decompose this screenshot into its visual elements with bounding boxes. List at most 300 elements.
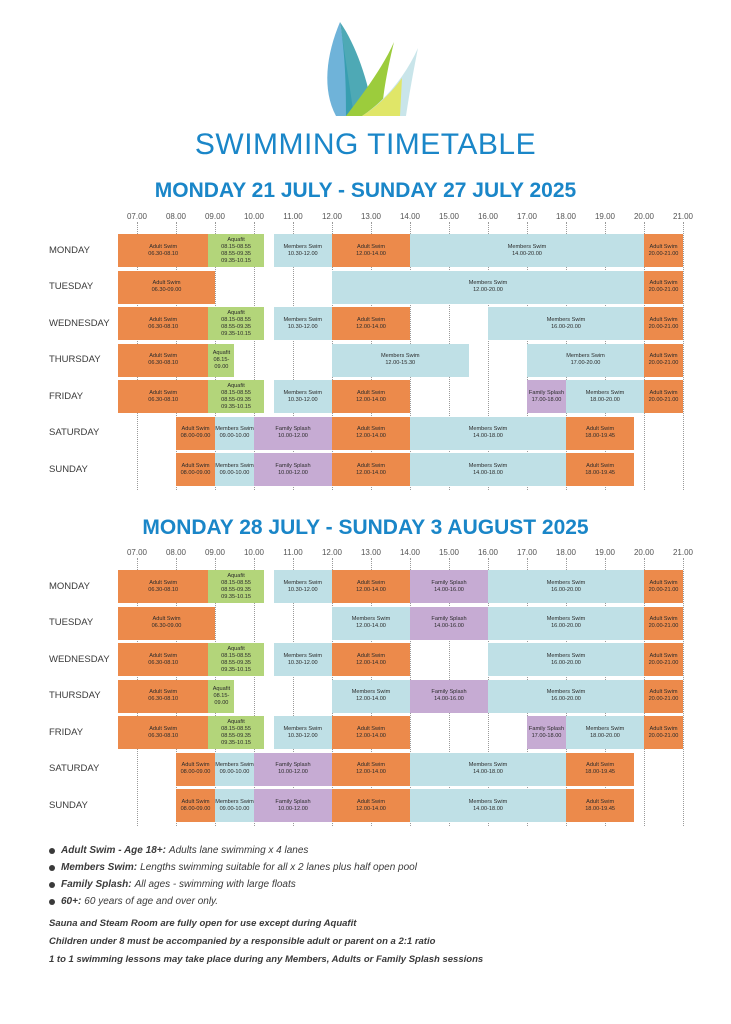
session-label: Adult Swim — [649, 689, 678, 695]
session-block — [332, 753, 410, 786]
session-block — [215, 453, 254, 486]
session-label: Members Swim — [283, 316, 323, 323]
time-tick: 10.00 — [243, 548, 265, 557]
session-time: 18.00-19.45 — [585, 769, 616, 775]
session-block — [410, 607, 488, 640]
session-block — [118, 271, 215, 304]
session-label: Adult Swim — [149, 316, 178, 323]
session-label: Adult Swim — [357, 798, 385, 805]
session-time: 20.00-21.00 — [648, 287, 679, 293]
session-block — [274, 643, 333, 676]
session-label: Adult Swim — [649, 389, 678, 396]
session-time: 09.00 — [214, 363, 229, 370]
session-block — [527, 344, 644, 377]
session-label: Adult Swim — [149, 689, 178, 695]
session-label: Aquafit — [227, 236, 245, 243]
time-tick: 15.00 — [438, 548, 460, 557]
session-label: Members Swim — [566, 353, 605, 359]
session-time: 12.00-14.00 — [356, 250, 386, 257]
session-time: 09.35-10.15 — [221, 739, 251, 746]
time-tick: 16.00 — [477, 212, 499, 221]
session-block — [208, 716, 263, 749]
session-label: Members Swim — [468, 762, 508, 768]
session-time: 08.15- — [213, 356, 230, 363]
week-heading: MONDAY 28 JULY - SUNDAY 3 AUGUST 2025 — [142, 516, 589, 539]
session-time: 12.00-20.00 — [473, 287, 503, 293]
session-time: 12.00-14.00 — [356, 323, 386, 330]
session-label: Members Swim — [546, 616, 586, 622]
session-label: Adult Swim — [357, 462, 385, 469]
session-label: Members Swim — [585, 725, 625, 732]
session-block — [176, 453, 215, 486]
day-label: WEDNESDAY — [49, 653, 110, 665]
session-time: 09.00-10.00 — [219, 769, 250, 775]
week-heading: MONDAY 21 JULY - SUNDAY 27 JULY 2025 — [154, 179, 577, 202]
session-label: Adult Swim — [152, 616, 181, 622]
session-block — [644, 570, 683, 603]
session-time: 14.00-16.00 — [434, 696, 464, 702]
session-label: Members Swim — [468, 426, 508, 432]
session-block — [118, 344, 208, 377]
day-label: TUESDAY — [49, 281, 94, 292]
session-label: Adult Swim — [181, 426, 210, 432]
session-label: Adult Swim — [149, 725, 178, 732]
session-label: Members Swim — [585, 389, 625, 396]
session-time: 08.00-09.00 — [180, 433, 211, 439]
session-block — [274, 307, 333, 340]
session-label: Adult Swim — [152, 280, 181, 286]
session-time: 12.00-14.00 — [356, 586, 386, 593]
session-label: Members Swim — [283, 243, 323, 250]
session-block — [332, 643, 410, 676]
session-block — [332, 607, 410, 640]
session-label: Members Swim — [283, 389, 323, 396]
session-label: Members Swim — [283, 652, 323, 659]
session-block — [488, 643, 644, 676]
session-time: 17.00-18.00 — [531, 396, 562, 403]
legend-item-members — [49, 859, 417, 876]
session-time: 10.30-12.00 — [287, 396, 318, 403]
session-time: 20.00-21.00 — [648, 250, 679, 257]
session-label: Members Swim — [546, 579, 586, 586]
legend-item-60plus — [49, 893, 417, 910]
session-label: Adult Swim — [649, 652, 678, 659]
session-time: 08.55-09.35 — [221, 732, 251, 739]
session-label: Adult Swim — [357, 426, 385, 432]
session-time: 06.30-08.10 — [148, 396, 179, 403]
session-label: Adult Swim — [649, 725, 678, 732]
time-tick: 08.00 — [165, 548, 187, 557]
session-block — [215, 753, 254, 786]
session-time: 12.00-15.30 — [385, 360, 416, 366]
session-label: Adult Swim — [181, 798, 210, 805]
session-label: Members Swim — [468, 798, 508, 805]
session-label: Adult Swim — [181, 762, 210, 768]
time-tick: 14.00 — [399, 548, 421, 557]
legend-item-adult — [49, 842, 417, 859]
session-label: Aquafit — [212, 349, 231, 356]
session-time: 20.00-21.00 — [648, 623, 679, 629]
session-block — [274, 716, 333, 749]
session-time: 17.00-18.00 — [531, 732, 562, 739]
session-time: 08.00-09.00 — [180, 469, 211, 476]
session-label: Family Splash — [528, 389, 565, 396]
session-label: Adult Swim — [181, 462, 210, 469]
bullet-icon — [49, 882, 55, 888]
time-tick: 14.00 — [399, 212, 421, 221]
session-block — [410, 789, 566, 822]
time-tick: 10.00 — [243, 212, 265, 221]
session-time: 09.00-10.00 — [219, 805, 250, 812]
session-time: 06.30-08.10 — [148, 659, 179, 666]
session-time: 10.30-12.00 — [287, 323, 318, 330]
time-tick: 18.00 — [555, 548, 577, 557]
legend-term: Family Splash: — [61, 879, 132, 890]
day-label: THURSDAY — [49, 354, 101, 365]
session-label: Adult Swim — [357, 652, 385, 659]
session-time: 18.00-20.00 — [590, 732, 620, 739]
session-time: 16.00-20.00 — [551, 323, 581, 330]
session-time: 10.30-12.00 — [287, 659, 318, 666]
session-time: 12.00-14.00 — [356, 659, 386, 666]
session-block — [332, 570, 410, 603]
session-time: 06.30-09.00 — [151, 287, 182, 293]
session-label: Members Swim — [215, 798, 254, 805]
session-block — [118, 607, 215, 640]
session-block — [254, 453, 332, 486]
day-label: TUESDAY — [49, 617, 94, 628]
session-label: Family Splash — [528, 725, 565, 732]
session-label: Aquafit — [227, 645, 245, 652]
session-time: 08.00-09.00 — [180, 769, 211, 775]
session-time: 14.00-16.00 — [434, 623, 464, 629]
session-block — [208, 307, 263, 340]
session-time: 18.00-20.00 — [590, 396, 620, 403]
session-time: 10.30-12.00 — [287, 586, 318, 593]
day-label: FRIDAY — [49, 726, 84, 738]
session-label: Adult Swim — [357, 243, 385, 250]
session-time: 09.35-10.15 — [221, 403, 251, 410]
session-time: 20.00-21.00 — [648, 396, 679, 403]
session-label: Members Swim — [468, 462, 508, 469]
session-time: 08.55-09.35 — [221, 586, 251, 593]
session-time: 20.00-21.00 — [648, 323, 679, 330]
session-time: 16.00-20.00 — [551, 659, 581, 666]
notes — [49, 914, 483, 968]
time-tick: 20.00 — [633, 548, 655, 557]
day-label: MONDAY — [49, 580, 90, 592]
session-block — [118, 716, 208, 749]
session-block — [566, 380, 644, 413]
time-tick: 17.00 — [516, 548, 538, 557]
session-label: Members Swim — [546, 689, 586, 695]
session-time: 08.15-08.55 — [221, 389, 251, 396]
session-time: 06.30-09.00 — [151, 623, 182, 629]
session-block — [410, 453, 566, 486]
legend-desc: 60 years of age and over only. — [84, 896, 219, 907]
session-label: Members Swim — [283, 579, 323, 586]
session-label: Adult Swim — [649, 616, 678, 622]
sail-logo-icon — [316, 20, 420, 124]
session-label: Adult Swim — [649, 243, 678, 250]
session-block — [644, 716, 683, 749]
legend-desc: Lengths swimming suitable for all x 2 lanes plus half open pool — [140, 862, 417, 873]
session-label: Adult Swim — [357, 316, 385, 323]
session-block — [644, 643, 683, 676]
session-time: 12.00-14.00 — [356, 696, 386, 702]
session-block — [118, 643, 208, 676]
session-time: 18.00-19.45 — [585, 805, 616, 812]
time-tick: 21.00 — [672, 212, 694, 221]
session-block — [208, 380, 263, 413]
session-block — [254, 789, 332, 822]
session-time: 08.15-08.55 — [221, 316, 251, 323]
time-tick: 09.00 — [204, 548, 226, 557]
session-label: Adult Swim — [649, 579, 678, 586]
session-label: Adult Swim — [649, 280, 678, 286]
session-time: 10.00-12.00 — [278, 769, 308, 775]
session-block — [644, 380, 683, 413]
session-block — [332, 680, 410, 713]
session-label: Members Swim — [507, 243, 547, 250]
session-label: Family Splash — [431, 579, 467, 586]
legend — [49, 842, 417, 910]
session-block — [274, 234, 333, 267]
page-title: SWIMMING TIMETABLE — [194, 128, 537, 161]
session-label: Members Swim — [380, 353, 420, 359]
session-block — [332, 271, 644, 304]
session-time: 06.30-08.10 — [148, 360, 179, 366]
session-block — [332, 417, 410, 450]
session-block — [488, 570, 644, 603]
time-tick: 19.00 — [594, 212, 616, 221]
session-block — [176, 753, 215, 786]
session-label: Members Swim — [351, 616, 391, 622]
session-label: Adult Swim — [149, 243, 178, 250]
session-time: 20.00-21.00 — [648, 732, 679, 739]
session-time: 14.00-18.00 — [473, 805, 503, 812]
session-label: Adult Swim — [149, 389, 178, 396]
day-label: FRIDAY — [49, 390, 84, 402]
session-time: 09.00-10.00 — [219, 469, 250, 476]
note-lessons: 1 to 1 swimming lessons may take place during any Members, Adults or Family Splash sessions — [49, 953, 484, 965]
session-time: 14.00-16.00 — [434, 586, 464, 593]
session-label: Aquafit — [227, 718, 245, 725]
legend-term: Adult Swim - Age 18+: — [61, 845, 166, 856]
session-label: Aquafit — [227, 572, 245, 579]
session-block — [332, 307, 410, 340]
session-time: 18.00-19.45 — [585, 433, 616, 439]
session-block — [644, 271, 683, 304]
time-tick: 11.00 — [283, 548, 303, 557]
session-time: 14.00-20.00 — [512, 250, 542, 257]
session-block — [208, 643, 263, 676]
session-label: Family Splash — [275, 798, 311, 805]
session-time: 12.00-14.00 — [356, 469, 386, 476]
session-time: 08.55-09.35 — [221, 396, 251, 403]
session-label: Members Swim — [215, 762, 254, 768]
session-block — [215, 417, 254, 450]
legend-term: 60+: — [61, 896, 82, 907]
session-block — [118, 680, 208, 713]
day-label: WEDNESDAY — [49, 317, 110, 329]
session-time: 14.00-18.00 — [473, 769, 503, 775]
session-block — [208, 680, 234, 713]
session-block — [644, 307, 683, 340]
day-label: SUNDAY — [49, 463, 88, 475]
session-time: 20.00-21.00 — [648, 360, 679, 366]
session-time: 20.00-21.00 — [648, 696, 679, 702]
session-time: 18.00-19.45 — [585, 469, 616, 476]
time-tick: 17.00 — [516, 212, 538, 221]
session-block — [644, 234, 683, 267]
session-label: Adult Swim — [149, 579, 178, 586]
session-block — [176, 789, 215, 822]
session-label: Family Splash — [431, 689, 467, 695]
session-time: 09.35-10.15 — [221, 257, 251, 264]
session-time: 12.00-14.00 — [356, 433, 386, 439]
session-block — [254, 417, 332, 450]
session-label: Adult Swim — [357, 725, 385, 732]
session-time: 09.35-10.15 — [221, 666, 251, 673]
session-block — [527, 380, 566, 413]
legend-desc: All ages - swimming with large floats — [134, 879, 296, 890]
session-block — [254, 753, 332, 786]
session-label: Aquafit — [227, 382, 245, 389]
session-time: 08.15-08.55 — [221, 652, 251, 659]
session-block — [118, 234, 208, 267]
session-label: Adult Swim — [149, 353, 178, 359]
session-label: Adult Swim — [357, 762, 385, 768]
time-tick: 21.00 — [672, 548, 694, 557]
session-block — [332, 716, 410, 749]
session-block — [488, 607, 644, 640]
bullet-icon — [49, 899, 55, 905]
bullet-icon — [49, 865, 55, 871]
session-time: 08.15-08.55 — [221, 579, 251, 586]
session-time: 20.00-21.00 — [648, 586, 679, 593]
session-label: Adult Swim — [649, 316, 678, 323]
session-time: 06.30-08.10 — [148, 323, 179, 330]
legend-item-family — [49, 876, 417, 893]
session-block — [488, 307, 644, 340]
session-label: Members Swim — [215, 462, 254, 469]
time-tick: 13.00 — [360, 212, 382, 221]
session-block — [644, 344, 683, 377]
time-tick: 13.00 — [360, 548, 382, 557]
session-time: 17.00-20.00 — [570, 360, 601, 366]
session-block — [208, 234, 263, 267]
session-time: 10.00-12.00 — [278, 433, 308, 439]
session-time: 08.55-09.35 — [221, 250, 251, 257]
time-tick: 19.00 — [594, 548, 616, 557]
session-time: 08.15-08.55 — [221, 243, 251, 250]
session-label: Members Swim — [283, 725, 323, 732]
session-time: 08.15- — [213, 692, 230, 699]
session-block — [566, 789, 634, 822]
time-tick: 11.00 — [283, 212, 303, 221]
session-time: 14.00-18.00 — [473, 469, 503, 476]
session-time: 14.00-18.00 — [473, 433, 503, 439]
session-block — [410, 753, 566, 786]
session-block — [566, 753, 634, 786]
session-block — [410, 570, 488, 603]
session-label: Adult Swim — [149, 652, 178, 659]
session-time: 06.30-08.10 — [148, 732, 179, 739]
session-label: Adult Swim — [586, 462, 615, 469]
session-block — [332, 453, 410, 486]
session-block — [644, 607, 683, 640]
session-label: Family Splash — [431, 616, 467, 622]
session-time: 08.55-09.35 — [221, 323, 251, 330]
session-block — [410, 680, 488, 713]
session-label: Adult Swim — [586, 762, 615, 768]
time-tick: 18.00 — [555, 212, 577, 221]
session-label: Members Swim — [468, 280, 508, 286]
session-label: Family Splash — [275, 462, 311, 469]
time-tick: 07.00 — [126, 212, 148, 221]
time-tick: 09.00 — [204, 212, 226, 221]
session-time: 08.00-09.00 — [180, 805, 211, 812]
session-time: 10.00-12.00 — [278, 469, 308, 476]
time-tick: 07.00 — [126, 548, 148, 557]
session-time: 12.00-14.00 — [356, 805, 386, 812]
time-tick: 20.00 — [633, 212, 655, 221]
session-block — [208, 344, 234, 377]
session-label: Adult Swim — [357, 389, 385, 396]
session-block — [332, 344, 469, 377]
session-label: Aquafit — [212, 685, 231, 692]
bullet-icon — [49, 848, 55, 854]
session-time: 10.30-12.00 — [287, 732, 318, 739]
session-label: Family Splash — [275, 762, 311, 768]
session-label: Members Swim — [351, 689, 391, 695]
session-block — [208, 570, 263, 603]
session-label: Adult Swim — [649, 353, 678, 359]
session-block — [566, 417, 634, 450]
session-time: 16.00-20.00 — [551, 696, 581, 702]
session-label: Adult Swim — [586, 798, 615, 805]
time-tick: 12.00 — [321, 548, 343, 557]
grid-line — [683, 222, 684, 490]
note-sauna: Sauna and Steam Room are fully open for use except during Aquafit — [49, 917, 357, 929]
legend-desc: Adults lane swimming x 4 lanes — [168, 845, 309, 856]
session-block — [215, 789, 254, 822]
time-tick: 08.00 — [165, 212, 187, 221]
session-label: Members Swim — [215, 426, 254, 432]
session-block — [527, 716, 566, 749]
legend-term: Members Swim: — [61, 862, 138, 873]
session-block — [488, 680, 644, 713]
session-block — [332, 234, 410, 267]
time-tick: 12.00 — [321, 212, 343, 221]
day-label: SATURDAY — [49, 427, 100, 438]
session-block — [566, 716, 644, 749]
day-label: SATURDAY — [49, 763, 100, 774]
day-label: SUNDAY — [49, 799, 88, 811]
session-block — [410, 234, 644, 267]
session-time: 08.55-09.35 — [221, 659, 251, 666]
session-time: 16.00-20.00 — [551, 623, 581, 629]
day-label: THURSDAY — [49, 690, 101, 701]
session-time: 12.00-14.00 — [356, 769, 386, 775]
session-time: 16.00-20.00 — [551, 586, 581, 593]
note-children: Children under 8 must be accompanied by a responsible adult or parent on a 2:1 ratio — [49, 935, 436, 947]
session-label: Family Splash — [275, 426, 311, 432]
session-block — [274, 570, 333, 603]
session-time: 12.00-14.00 — [356, 623, 386, 629]
session-time: 08.15-08.55 — [221, 725, 251, 732]
